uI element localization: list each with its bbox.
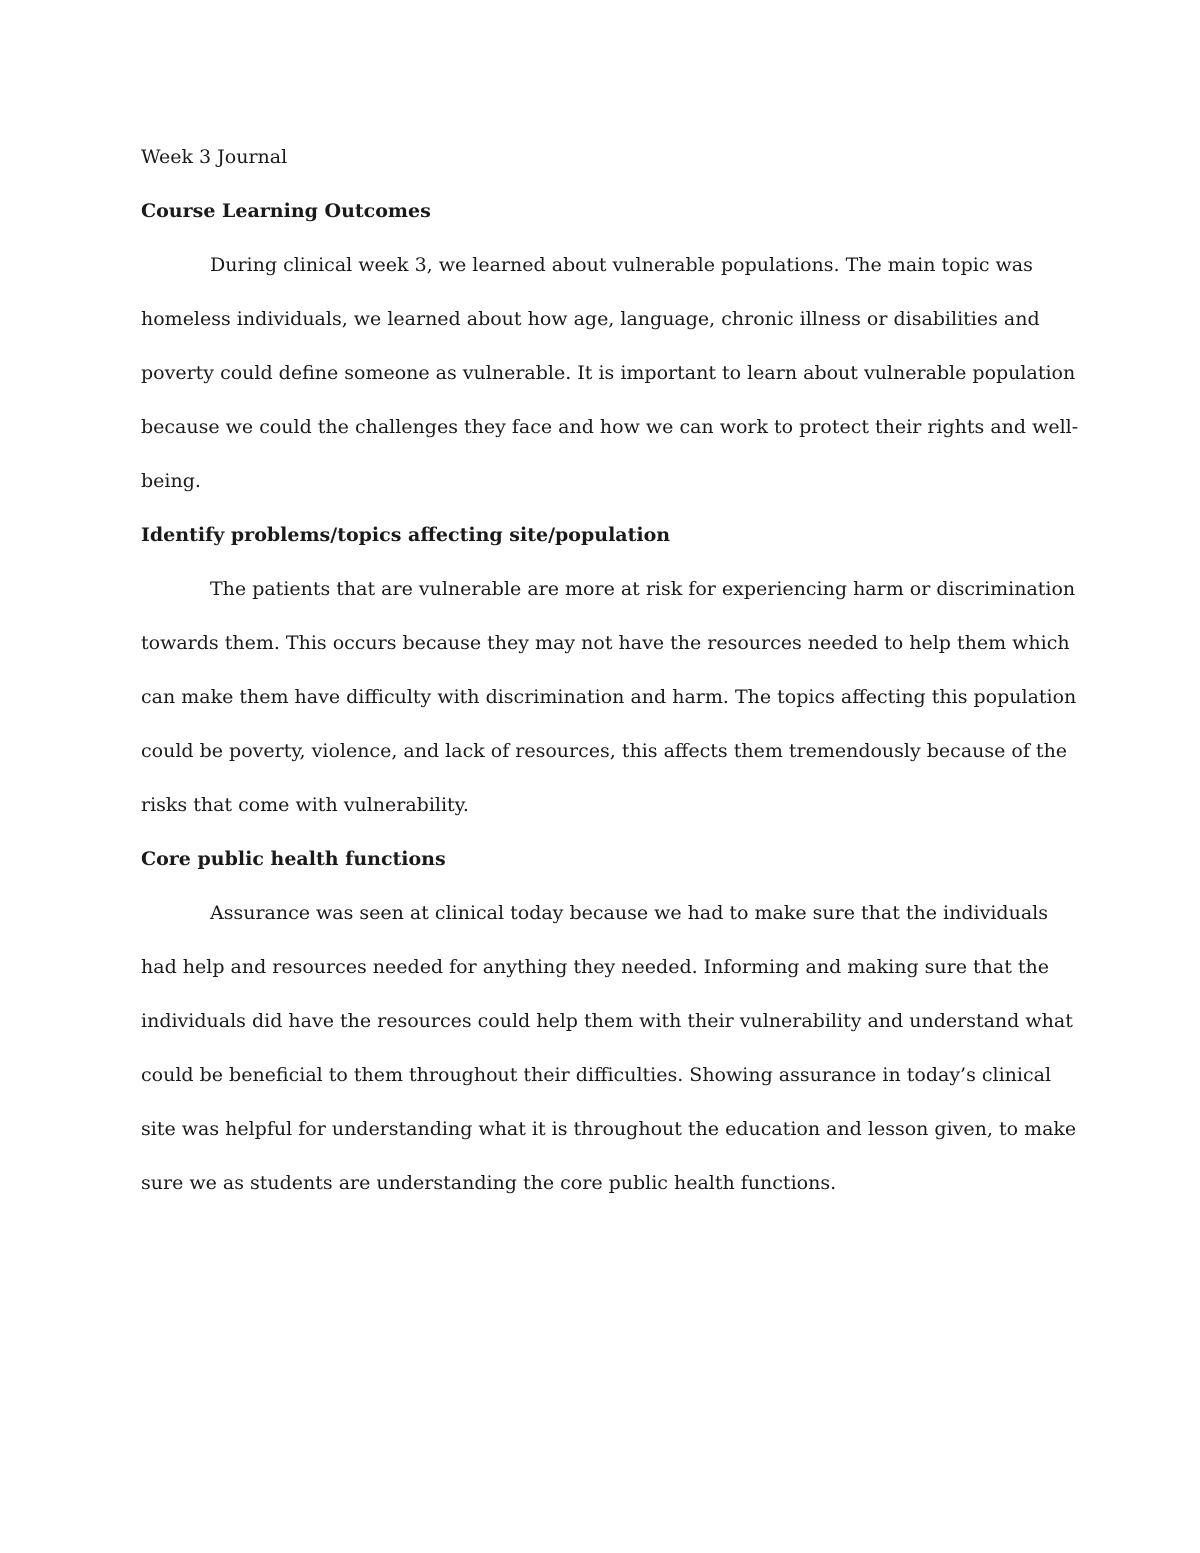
paragraph-line: because we could the challenges they face and how we can work to protect their rights and well- bbox=[141, 416, 1079, 438]
paragraph-line: being. bbox=[141, 470, 201, 492]
document-title: Week 3 Journal bbox=[141, 146, 288, 168]
document-body bbox=[141, 130, 1079, 1210]
paragraph-line: had help and resources needed for anything they needed. Informing and making sure that the bbox=[141, 956, 1049, 978]
paragraph-line: towards them. This occurs because they may not have the resources needed to help them which bbox=[141, 632, 1070, 654]
paragraph-line: poverty could define someone as vulnerable. It is important to learn about vulnerable population bbox=[141, 362, 1076, 384]
section-heading-identify-problems: Identify problems/topics affecting site/population bbox=[141, 524, 671, 546]
paragraph-line: sure we as students are understanding the core public health functions. bbox=[141, 1172, 837, 1194]
paragraph-line: The patients that are vulnerable are more at risk for experiencing harm or discrimination bbox=[210, 578, 1076, 600]
paragraph-line: site was helpful for understanding what it is throughout the education and lesson given, to make bbox=[141, 1118, 1077, 1140]
paragraph-line: could be poverty, violence, and lack of resources, this affects them tremendously because of the bbox=[141, 740, 1068, 762]
paragraph-line: could be beneficial to them throughout their difficulties. Showing assurance in today’s clinical bbox=[141, 1064, 1052, 1086]
paragraph-line: During clinical week 3, we learned about vulnerable populations. The main topic was bbox=[210, 254, 1033, 276]
paragraph-line: can make them have difficulty with discrimination and harm. The topics affecting this population bbox=[141, 686, 1077, 708]
paragraph-line: homeless individuals, we learned about how age, language, chronic illness or disabilities and bbox=[141, 308, 1040, 330]
paragraph-core-public-health-functions bbox=[141, 886, 1077, 1210]
section-heading-course-learning-outcomes: Course Learning Outcomes bbox=[141, 200, 431, 222]
paragraph-identify-problems bbox=[141, 562, 1077, 832]
paragraph-line: risks that come with vulnerability. bbox=[141, 794, 469, 816]
paragraph-line: individuals did have the resources could help them with their vulnerability and understand what bbox=[141, 1010, 1073, 1032]
paragraph-course-learning-outcomes bbox=[141, 238, 1079, 508]
section-heading-core-public-health-functions: Core public health functions bbox=[141, 848, 446, 870]
paragraph-line: Assurance was seen at clinical today because we had to make sure that the individuals bbox=[210, 902, 1048, 924]
